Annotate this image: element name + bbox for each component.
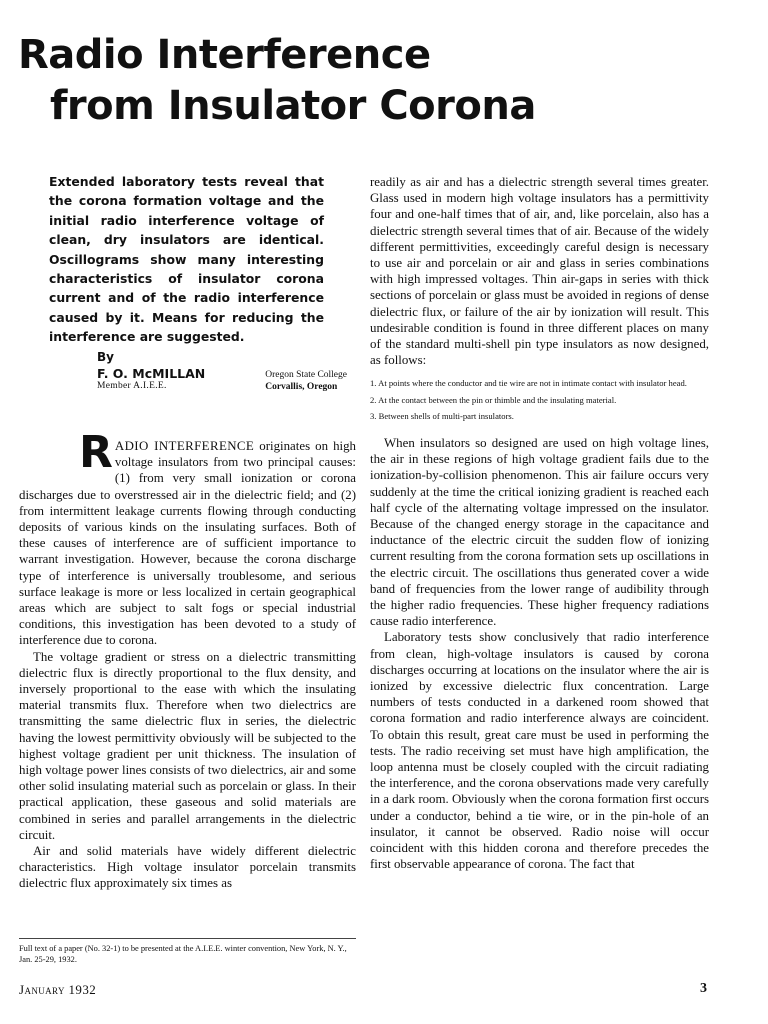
list-item: 1. At points where the conductor and tie wire are not in intimate contact with insulator head. [370,378,687,389]
right-column [370,174,709,872]
abstract: Extended laboratory tests reveal that the corona formation voltage and the initial radio interference voltage of clean, dry insulators are identical. Oscillograms show many interesting characteristics of insulator corona current and of the radio interference caused by it. Means for reducing the interference are suggested. [49,174,324,345]
author-name: F. O. McMILLAN [97,366,206,381]
author-block [97,366,205,393]
article-title [18,30,536,132]
paragraph: The voltage gradient or stress on a dielectric transmitting dielectric flux is directly proportional to the flux density, and inversely proportional to the ease with which the insulating material transmits flux. Therefore when two dielectrics are transmitting the same dielectric flux in series, the dielectric having the lowest permittivity obviously will be subjected to the highest voltage gradient per unit thickness. The insulation of high voltage power lines consists of two dielectrics, air and some other solid insulating material such as porcelain or glass. In their practical application, these gaseous and solid materials are combined in series and parallel arrangements in the dielectric circuit. [19,649,356,842]
numbered-list [370,378,709,423]
opening-paragraph [19,427,356,649]
paragraph: Air and solid materials have widely different dielectric characteristics. High voltage insulator porcelain transmits dielectric flux approximately six times as [19,844,356,891]
list-item: 3. Between shells of multi-part insulators. [370,411,514,422]
author-row [97,366,347,393]
author-membership: Member A.I.E.E. [97,381,167,391]
opening-text: originates on high voltage insulators from two principal causes: (1) from very small ionization or corona discharges due to overstressed air in the dielectric field; and (2) from intermittent leakage currents flowing through conducting deposits of various kinds on the insulating surfaces. Both of these causes of interference are of sufficient importance to warrant investigation. However, because the corona discharge type of interference is universally troublesome, and serious surface leakage is more or less localized in certain geographical areas which are subject to salt fogs or special industrial conditions, this investigation has been devoted to a study of interference due to corona. [19,439,356,648]
title-line-2: from Insulator Corona [50,83,536,130]
lead-smallcaps: ADIO INTERFERENCE [114,439,255,453]
page-number: 3 [700,981,707,996]
left-column [19,427,356,892]
drop-cap: R [79,427,113,478]
list-item: 2. At the contact between the pin or thimble and the insulating material. [370,394,617,405]
issue-date: January 1932 [19,982,97,997]
by-label: By [97,350,114,364]
location: Corvallis, Oregon [265,382,338,392]
paragraph: When insulators so designed are used on high voltage lines, the air in these regions of high voltage gradient fails due to the ionization-by-collision phenomenon. This air failure occurs very suddenly at the time the critical ionizing gradient is reached each half cycle of the alternating voltage impressed on the insulator. Because of the changed energy storage in the capacitance and inductance of the electric circuit the sudden flow of ionizing current resulting from the corona formation sets up oscillations in the electric circuit. The oscillations thus generated cover a wide band of frequencies from the lower range of audibility through the higher radio frequencies. These higher frequency radiations cause radio interference. [370,435,709,629]
paragraph: Laboratory tests show conclusively that radio interference from clean, high-voltage insulators is caused by corona discharges occurring at locations on the insulator where the air is ionized by excessive dielectric flux concentration. Large numbers of tests conducted in a darkened room showed that corona formation and radio interference always are coincident. To obtain this result, great care must be used in performing the tests. The radio receiving set must have high amplification, the loop antenna must be closely coupled with the circuit radiating the interference, and the corona observations made very carefully in a dark room. Obviously when the corona formation first occurs under a conductor, behind a tie wire, or in the pin-hole of an insulator, it cannot be observed. Radio noise will occur coincident with this hidden corona and therefore precedes the first observable appearance of corona. The fact that [370,630,710,872]
institution: Oregon State College [265,370,347,380]
footnote: Full text of a paper (No. 32-1) to be presented at the A.I.E.E. winter convention, New York, N. Y., Jan. 25-29, 1932. [19,938,356,965]
byline [97,350,347,393]
title-line-1: Radio Interference [18,32,431,78]
affiliation [265,369,347,393]
paragraph: readily as air and has a dielectric strength several times greater. Glass used in modern high voltage insulators has a permittivity four and one-half times that of air, and, like porcelain, also has a dielectric strength several times that of air. Because of the widely different permittivities, exceedingly careful design is necessary to use air and porcelain or air and glass in series combinations with high impressed voltages. Thin air-gaps in series with thick sections of porcelain or glass must be avoided in regions of dense dielectric flux, or failure of the air by ionization will result. This undesirable condition is found in three different places on many of the standard multi-shell pin type insulators as now designed, as follows: [370,175,709,368]
